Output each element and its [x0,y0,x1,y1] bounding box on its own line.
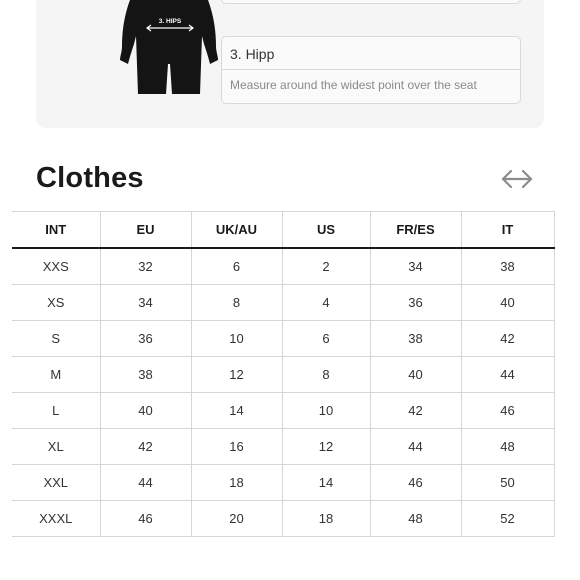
table-cell: 40 [100,393,191,429]
table-cell: S [12,321,100,357]
table-cell: M [12,357,100,393]
table-cell: 20 [191,501,282,537]
table-cell: 46 [100,501,191,537]
table-cell: 8 [191,285,282,321]
body-silhouette-figure [96,0,236,96]
table-cell: 14 [282,465,370,501]
table-row [12,429,554,465]
table-cell: L [12,393,100,429]
table-cell: 46 [461,393,554,429]
table-cell: 48 [370,501,461,537]
table-cell: 34 [100,285,191,321]
table-cell: 8 [282,357,370,393]
table-cell: 50 [461,465,554,501]
table-cell: 44 [370,429,461,465]
hips-measure-description: Measure around the widest point over the seat [230,78,477,92]
table-cell: 2 [282,248,370,285]
table-header-row [12,212,554,249]
size-conversion-table [12,211,555,537]
hips-measure-title: 3. Hipp [222,37,520,70]
table-cell: 6 [282,321,370,357]
table-cell: 52 [461,501,554,537]
table-cell: 40 [461,285,554,321]
table-cell: XXXL [12,501,100,537]
table-cell: 18 [191,465,282,501]
table-row [12,501,554,537]
table-cell: XXL [12,465,100,501]
table-cell: 38 [370,321,461,357]
table-row [12,465,554,501]
table-cell: 42 [461,321,554,357]
table-cell: XXS [12,248,100,285]
table-cell: 36 [370,285,461,321]
table-row [12,357,554,393]
table-cell: 10 [282,393,370,429]
table-cell: 48 [461,429,554,465]
waist-measure-box [221,0,521,4]
table-cell: 34 [370,248,461,285]
column-header-int: INT [12,212,100,249]
column-header-eu: EU [100,212,191,249]
table-cell: 10 [191,321,282,357]
table-cell: 40 [370,357,461,393]
table-cell: 16 [191,429,282,465]
table-cell: 36 [100,321,191,357]
column-header-it: IT [461,212,554,249]
table-cell: 12 [191,357,282,393]
table-cell: 38 [461,248,554,285]
horizontal-arrows-icon[interactable] [500,166,534,192]
table-cell: 14 [191,393,282,429]
figure-hips-label: 3. HIPS [158,18,182,25]
table-cell: 12 [282,429,370,465]
table-cell: 32 [100,248,191,285]
table-cell: 38 [100,357,191,393]
measurement-guide-card [36,0,544,128]
table-row [12,285,554,321]
column-header-fr-es: FR/ES [370,212,461,249]
table-cell: XS [12,285,100,321]
table-cell: 42 [100,429,191,465]
hips-measure-box [221,36,521,104]
table-row [12,248,554,285]
table-cell: 44 [461,357,554,393]
clothes-section-title: Clothes [36,162,144,194]
table-cell: XL [12,429,100,465]
table-row [12,393,554,429]
table-body [12,248,554,537]
waist-measure-description [222,0,520,2]
column-header-uk-au: UK/AU [191,212,282,249]
column-header-us: US [282,212,370,249]
table-cell: 4 [282,285,370,321]
table-cell: 6 [191,248,282,285]
table-row [12,321,554,357]
table-cell: 18 [282,501,370,537]
table-cell: 44 [100,465,191,501]
table-cell: 42 [370,393,461,429]
table-cell: 46 [370,465,461,501]
